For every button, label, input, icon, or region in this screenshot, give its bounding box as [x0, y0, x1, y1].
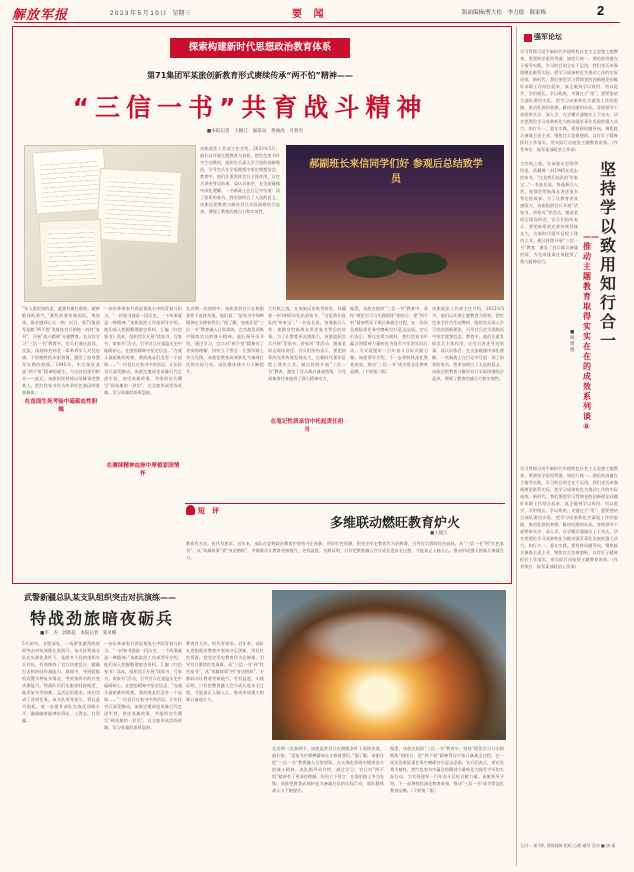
feature-subhead-4: 在笔记性质亲官中托起责任担当: [270, 419, 344, 433]
story-col-3: 教育有方法，时代有要求。近年来，部队在思想政治教育中坚持守正创新，用好红色资源，把党史军史教育作为必修课，引导官兵赓续红色血脉。从“三信一书”到“红色家书”，从“英雄故事”到“身边榜样”，多维联动让教育更接地气、更有温度。实践证明，只有把教育融入官兵成长进步全过程，才能真正入脑入心，推动形成强大的练兵备战合力。: [186, 641, 264, 702]
feature-byline: ■本报记者 王握江 通讯员 黄丽虎 凡春光: [206, 129, 304, 134]
feature-col-4: 大红纸之战，在该旅历史陈列馆里，珍藏着一封1945年发出的家书。“这是我们连队的‘传家宝’。”一名连长说，每逢新兵入营，他都会给新战友讲述家书背后的故事。为了让教育更具感染力，该旅组织官兵开展“话家书、讲家风”等活动，邀请老同志现场讲述。官兵们纷纷表示，要把前辈的光荣传统发扬光大，在新时代强军征程上建功立业。通过持续开展“三信一书”教育，激发了官兵练兵备战热情，为完成使命任务提供了强大精神动力。: [268, 306, 346, 381]
issue-date: 2 0 2 3 年 5 月 1 0 日 星期三: [110, 11, 191, 17]
column-separator: [516, 26, 517, 866]
column-marker-icon: [524, 34, 532, 42]
comment-author: ■王握江: [430, 531, 448, 536]
feature-headline[interactable]: “三信一书”共育战斗精神: [72, 93, 428, 122]
newspaper-logo: 解放军报: [12, 8, 69, 23]
commentary-bottom-note: 石河一 某中队 训练间隙 组织 心理 辅导 活动 ■ 唐 福: [520, 843, 616, 848]
feature-subhead-1: 在直面生死考验中砥砺血性胆魄: [24, 399, 98, 413]
letter-page-icon: [96, 168, 182, 244]
commentary-subtitle: ——推动主题教育取得实实在在的成效系列谈⑥: [583, 232, 599, 431]
story-col-2: 一份份革命家书诉说着战火中的青春与担当。“一封家书就是一段历史，一个故事就是一种精神。”该旅政治工作部领导介绍，他们深入挖掘整理旅史资料，汇编《红色家书》读本，组织官兵开展“读家书、写家书、寄家书”活动，引导官兵在重温历史中砥砺初心，在感悟精神中坚定信念。“在战斗最艰难的时刻，我的战友们没有一个退缩……”一位老兵在家书中的话语，让年轻官兵深受触动。该旅还邀请老英雄后代走进军营，讲述英雄故事，并组织官兵撰写“致英雄的一封信”，在全旅形成崇尚英雄、学习英雄的浓厚氛围。: [104, 641, 182, 730]
commentary-author: ■杨建德: [570, 330, 575, 353]
story-headline[interactable]: 特战劲旅暗夜砺兵: [30, 609, 175, 628]
letter-page-icon: [39, 219, 103, 288]
story-col-5: 据悉，该旅在组织“三信一书”教育中，坚持“理论学习与实践锻炼”相结合，把“两不怕”精神贯穿于练兵备战全过程，在一次次急难险重任务中磨砺官兵意志品质。官兵们表示，要以先辈为榜样，把红色家书中蕴含的精神力量转化为强军兴军的实际行动，为实现建军一百年奋斗目标贡献力量。该旅领导介绍，下一步将持续深化教育成效，推动“三信一书”成为常态化教育品牌。（下转第二版）: [390, 746, 504, 793]
commentary-column-name: 强军论坛: [534, 33, 562, 41]
smoke-cloud: [300, 610, 450, 670]
story-byline: ■李 杰 郭新超 本报记者 张卓娜: [40, 631, 117, 636]
comment-headline[interactable]: 多维联动燃旺教育炉火: [330, 516, 461, 531]
commentary-title[interactable]: 坚持学以致用知行合一: [600, 160, 617, 350]
flame-icon: [186, 505, 195, 515]
feature-col-3: 在近期一次演训中，该旅某营官兵在极限条件下连续作战，他们说：“是家书中那种精神在支撑着我们。”据了解，该旅还把“三信一书”教育融入日常训练，在实战化训练中锤炼官兵的战斗精神。连队指导员介绍，通过学习，官兵对“两不怕”精神有了更深的理解，纷纷立下誓言：在强军路上争当先锋。该旅把教育成效转化为备战打仗的实际行动，部队整体战斗力不断提升。: [186, 306, 264, 374]
feature-subhead-2: 在赓续精神血脉中厚植家国情怀: [106, 463, 180, 477]
stage-banner-text: 郝副班长来信同学们好 参观后总结致学员: [309, 159, 483, 185]
letter-page-icon: [32, 148, 108, 215]
commentary-side-text: 大红纸之战，在该旅历史陈列馆里，珍藏着一封1945年发出的家书。“这是我们连队的‘传家宝’。”一名连长说，每逢新兵入营，他都会给新战友讲述家书背后的故事。为了让教育更具感染力，该旅组织官兵开展“话家书、讲家风”等活动，邀请老同志现场讲述。官兵们纷纷表示，要把前辈的光荣传统发扬光大，在新时代强军征程上建功立业。通过持续开展“三信一书”教育，激发了官兵练兵备战热情，为完成使命任务提供了强大精神动力。: [520, 161, 578, 264]
commentary-body-text: 学习贯彻习近平新时代中国特色社会主义思想主题教育，要坚持学思用贯通、知信行统一。理论的价值在于指导实践，学习的目的全在于运用。我们党历来强调理论联系实际，把学习成果转化为推动工作的实际成效。新时代，我们要把学习贯彻党的创新理论同做好本职工作结合起来，真正做到学以致用、用以促学、学用相长。学以致用，关键在于“用”。要紧密结合部队建设实际，把学习成果转化为谋划工作的思路、推动发展的举措、解决问题的办法。各级领导干部要带头学、深入学，在学懂弄通做实上下功夫，切实把理论学习成果转化为推动强军事业发展的强大动力。知行合一，重在实践。要坚持问题导向，聚焦练兵备战主责主业，聚焦官兵急难愁盼，以钉钉子精神抓好工作落实，用实际行动检验主题教育成效。（作者单位：陆军某部政治工作部）: [520, 466, 618, 569]
comment-rule: [185, 503, 505, 504]
page-editors: 版面编辑/曹大松 李力德 陈家梅: [462, 10, 547, 16]
feature-kicker: 第71集团军某旅创新教育形式赓续传承“两不怕”精神——: [147, 71, 353, 80]
feature-col-2: 一份份革命家书诉说着战火中的青春与担当。“一封家书就是一段历史，一个故事就是一种精神。”该旅政治工作部领导介绍，他们深入挖掘整理旅史资料，汇编《红色家书》读本，组织官兵开展“读家书、写家书、寄家书”活动，引导官兵在重温历史中砥砺初心，在感悟精神中坚定信念。“在战斗最艰难的时刻，我的战友们没有一个退缩……”一位老兵在家书中的话语，让年轻官兵深受触动。该旅还邀请老英雄后代走进军营，讲述英雄故事，并组织官兵撰写“致英雄的一封信”，在全旅形成崇尚英雄、学习英雄的浓厚氛围。: [104, 306, 182, 395]
feature-col-5: 据悉，该旅在组织“三信一书”教育中，坚持“理论学习与实践锻炼”相结合，把“两不怕”精神贯穿于练兵备战全过程，在一次次急难险重任务中磨砺官兵意志品质。官兵们表示，要以先辈为榜样，把红色家书中蕴含的精神力量转化为强军兴军的实际行动，为实现建军一百年奋斗目标贡献力量。该旅领导介绍，下一步将持续深化教育成效，推动“三信一书”成为常态化教育品牌。（下转第二版）: [350, 306, 428, 374]
feature-banner: 探索构建新时代思想政治教育体系: [170, 38, 350, 58]
commentary-lead-text: 学习贯彻习近平新时代中国特色社会主义思想主题教育，要坚持学思用贯通、知信行统一。理论的价值在于指导实践，学习的目的全在于运用。我们党历来强调理论联系实际，把学习成果转化为推动工作的实际成效。新时代，我们要把学习贯彻党的创新理论同做好本职工作结合起来，真正做到学以致用、用以促学、学用相长。学以致用，关键在于“用”。要紧密结合部队建设实际，把学习成果转化为谋划工作的思路、推动发展的举措、解决问题的办法。各级领导干部要带头学、深入学，在学懂弄通做实上下功夫，切实把理论学习成果转化为推动强军事业发展的强大动力。知行合一，重在实践。要坚持问题导向，聚焦练兵备战主责主业，聚焦官兵急难愁盼，以钉钉子精神抓好工作落实，用实际行动检验主题教育成效。（作者单位：陆军某部政治工作部）: [520, 49, 618, 152]
story-kicker: 武警新疆总队某支队组织突击对抗演练——: [24, 593, 176, 602]
comment-column-label: 短 评: [198, 507, 219, 515]
comment-text: 教育有方法，时代有要求。近年来，部队在思想政治教育中坚持守正创新，用好红色资源，把党史军史教育作为必修课，引导官兵赓续红色血脉。从“三信一书”到“红色家书”，从“英雄故事”到“身边榜样”，多维联动让教育更接地气、更有温度。实践证明，只有把教育融入官兵成长进步全过程，才能真正入脑入心，推动形成强大的练兵备战合力。: [186, 541, 504, 560]
story-col-4: 在近期一次演训中，该旅某营官兵在极限条件下连续作战，他们说：“是家书中那种精神在支撑着我们。”据了解，该旅还把“三信一书”教育融入日常训练，在实战化训练中锤炼官兵的战斗精神。连队指导员介绍，通过学习，官兵对“两不怕”精神有了更深的理解，纷纷立下誓言：在强军路上争当先锋。该旅把教育成效转化为备战打仗的实际行动，部队整体战斗力不断提升。: [272, 746, 384, 793]
feature-intro-text: 该旅政治工作部主任介绍，2023年5月，他们以开展主题教育为契机，把红色家书作为生动教材，组织官兵深入学习党的创新理论，引导官兵在学思践悟中坚定理想信念。教育中，他们注重发挥官兵主体作用，让官兵讲述身边故事，谈认识体会，在交流碰撞中深化理解。一名新战士在日记中写道：读了前辈的家书，我更加明白了入伍的意义。该旅还把教育与解决官兵实际困难结合起来，增强了教育的感召力和实效性。: [200, 146, 280, 214]
stage-people: [330, 225, 470, 295]
feature-col-1: “军人最崇尚的是，就要有敢打敢胜、敢拼敢闯的勇气。”那些有着传统的信，每次读，都会感到心头一热！近日，第71集团军某旅“两不怕”英雄连官兵围绕一封封“家书”，开展“战斗精神”专题教育。在这次学习“三信一书”教育中，官兵们通过品读、交流，深刻体会到老一辈革命军人对党忠诚、不怕牺牲的赤胆豪情，激发了投身强军实践的热情。1945年，军区部队某部“两不怕”精神的诞生，与这封信密切相关——此后，该旅始终坚持以英雄事迹教育人，把红色家书作为传承红色基因的重要载体。: [22, 306, 100, 395]
story-col-1: 5月初旬，戈壁深处，一场紧张激烈的夜间突击对抗演练在此展开。该支队特战分队在实战化条件下，连续多个昼夜组织实兵对抗，有效锤炼了官兵快速反应、精确打击和协同作战能力。演练中，导调组临机设置多种复杂情况，考验指挥员的应变决策能力。特战队员们克服夜间视线差、地形复杂等困难，灵活运用战术，成功完成了各项任务。该支队领导表示，将以此为契机，进一步提升部队实战化训练水平，确保随时能够拉得出、上得去、打得赢。: [22, 641, 100, 723]
section-title: 要 闻: [292, 9, 328, 20]
feature-col-6: 该旅政治工作部主任介绍，2023年5月，他们以开展主题教育为契机，把红色家书作为生动教材，组织官兵深入学习党的创新理论，引导官兵在学思践悟中坚定理想信念。教育中，他们注重发挥官兵主体作用，让官兵讲述身边故事，谈认识体会，在交流碰撞中深化理解。一名新战士在日记中写道：读了前辈的家书，我更加明白了入伍的意义。该旅还把教育与解决官兵实际困难结合起来，增强了教育的感召力和实效性。: [432, 306, 504, 381]
page-number: 2: [597, 3, 605, 18]
